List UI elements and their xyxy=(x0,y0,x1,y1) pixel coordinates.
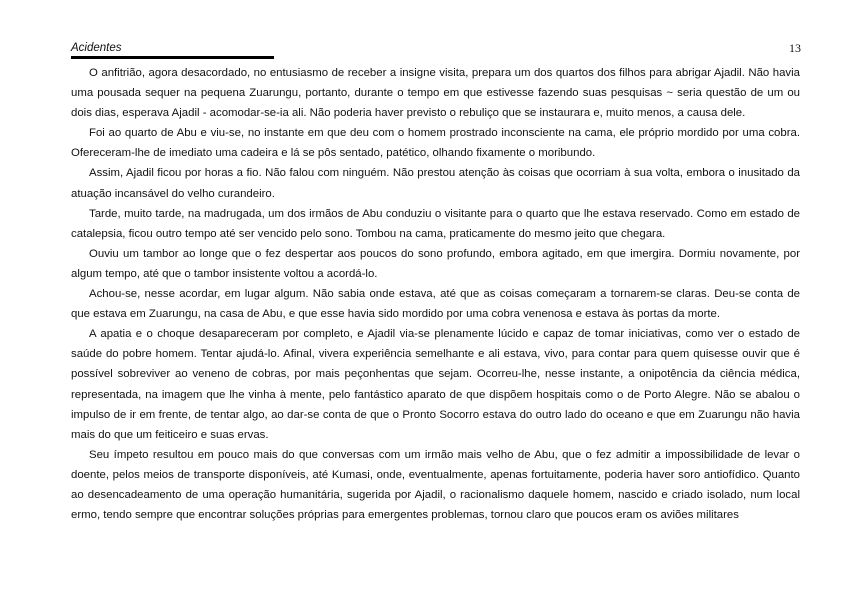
paragraph: Tarde, muito tarde, na madrugada, um dos irmãos de Abu conduziu o visitante para o quarto que lhe estava reservado. Como em estado de catalepsia, ficou outro tempo até ser vencido pelo sono. Tombou na cama, praticamente do mesmo jeito que chegara. xyxy=(71,207,800,240)
paragraph: Seu ímpeto resultou em pouco mais do que conversas com um irmão mais velho de Abu, que o fez admitir a impossibilidade de levar o doente, pelos meios de transporte disponíveis, até Kumasi, onde, eventualmente, apenas fortuitamente, poderia haver soro antiofídico. Quanto ao desencadeamento de uma operação humanitária, sugerida por Ajadil, o racionalismo daquele homem, nascido e criado isolado, num local ermo, tendo sempre que encontrar soluções próprias para emergentes problemas, tornou claro que poucos eram os aviões militares xyxy=(71,448,800,522)
running-title: Acidentes xyxy=(71,42,122,54)
header-rule xyxy=(71,56,274,59)
paragraph: Assim, Ajadil ficou por horas a fio. Não falou com ninguém. Não prestou atenção às coisas que ocorriam à sua volta, embora o inusitado da atuação incansável do velho curandeiro. xyxy=(71,167,800,200)
paragraph: Ouviu um tambor ao longe que o fez despertar aos poucos do sono profundo, embora agitado, em que imergira. Dormiu novamente, por algum tempo, até que o tambor insistente voltou a acordá-lo. xyxy=(71,247,800,280)
paragraph: Foi ao quarto de Abu e viu-se, no instante em que deu com o homem prostrado inconsciente na cama, ele próprio mordido por uma cobra. Ofereceram-lhe de imediato uma cadeira e lá se pôs sentado, patético, olhando fixamente o moribundo. xyxy=(71,127,800,160)
paragraph: Achou-se, nesse acordar, em lugar algum. Não sabia onde estava, até que as coisas começaram a tornarem-se claras. Deu-se conta de que estava em Zuarungu, na casa de Abu, e que esse havia sido mordido por uma cobra venenosa e estava às portas da morte. xyxy=(71,288,800,321)
paragraph: O anfitrião, agora desacordado, no entusiasmo de receber a insigne visita, prepara um dos quartos dos filhos para abrigar Ajadil. Não havia uma pousada sequer na pequena Zuarungu, portanto, durante o tempo em que estivesse fazendo suas pesquisas ~ seria questão de um ou dois dias, esperava Ajadil - acomodar-se-ia ali. Não poderia haver previsto o rebuliço que se instaurara e, muito menos, a causa dele. xyxy=(71,67,800,120)
body-text xyxy=(71,63,800,525)
page-header xyxy=(71,40,801,62)
page-number: 13 xyxy=(789,41,801,55)
paragraph: A apatia e o choque desapareceram por completo, e Ajadil via-se plenamente lúcido e capaz de tomar iniciativas, como ver o estado de saúde do pobre homem. Tentar ajudá-lo. Afinal, vivera experiência semelhante e ali estava, vivo, para contar para quem quisesse ouvir que é possível sobreviver ao veneno de cobras, por mais peçonhentas que sejam. Ocorreu-lhe, nesse instante, a onipotência da ciência médica, representada, na imagem que lhe vinha à mente, pelo fantástico aparato de que dispõem hospitais como o de Porto Alegre. Não se abalou o impulso de ir em frente, de tentar algo, ao dar-se conta de que o Pronto Socorro estava do outro lado do oceano e que em Zuarungu não havia mais do que um feiticeiro e suas ervas. xyxy=(71,328,800,441)
